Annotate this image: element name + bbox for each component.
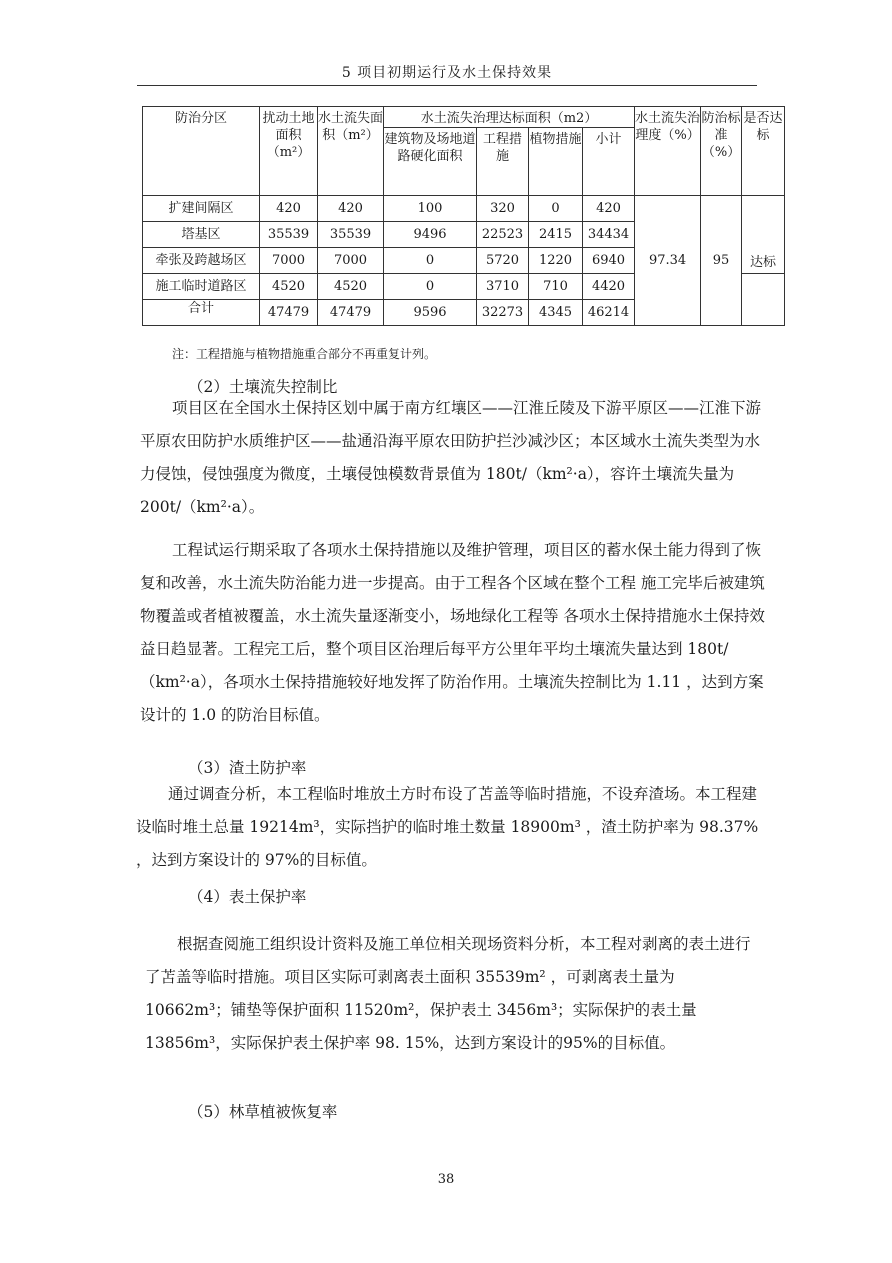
page-number: 38 (437, 1172, 455, 1187)
header-disturbed-area: 扰动土地面积（m²） (260, 107, 318, 196)
cell-subtotal: 46214 (583, 300, 635, 326)
cell-disturbed: 4520 (260, 274, 318, 300)
cell-hardened: 0 (384, 274, 477, 300)
cell-loss: 7000 (318, 248, 384, 274)
section-3-title: （3）渣土防护率 (188, 759, 307, 777)
section-2-paragraph-2: 工程试运行期采取了各项水土保持措施以及维护管理，项目区的蓄水保土能力得到了恢复和改善，水土流失防治能力进一步提高。由于工程各个区域在整个工程 施工完毕后被建筑物覆盖或者植被覆盖，水土流失量逐渐变小，场地绿化工程等 各项水土保持措施水土保持效益日趋显著。工程完工后，整个项目区治理后每平方公里年平均土壤流失量达到 180t/（km²·a），各项水土保持措施较好地发挥了防治作用。土壤流失控制比为 1.11 ，达到方案设计的 1.0 的防治目标值。 (140, 541, 765, 724)
cell-subtotal: 34434 (583, 222, 635, 248)
cell-disturbed: 7000 (260, 248, 318, 274)
cell-compliant: 达标 (742, 196, 785, 274)
cell-engineering: 3710 (477, 274, 529, 300)
cell-compliant-empty (742, 274, 785, 326)
header-compliant: 是否达标 (742, 107, 785, 196)
cell-loss: 47479 (318, 300, 384, 326)
cell-disturbed: 420 (260, 196, 318, 222)
cell-engineering: 5720 (477, 248, 529, 274)
section-3-paragraph: 通过调查分析，本工程临时堆放土方时布设了苫盖等临时措施，不设弃渣场。本工程建设临时堆土总量 19214m³，实际挡护的临时堆土数量 18900m³ ，渣土防护率为 98.37% ，达到方案设计的 97%的目标值。 (136, 785, 759, 869)
header-vegetation: 植物措施 (529, 128, 583, 196)
soil-loss-table (142, 106, 785, 326)
cell-zone: 塔基区 (143, 222, 260, 248)
cell-disturbed: 47479 (260, 300, 318, 326)
cell-engineering: 32273 (477, 300, 529, 326)
table-row (143, 196, 785, 222)
header-hardened-area: 建筑物及场地道路硬化面积 (384, 128, 477, 196)
cell-vegetation: 2415 (529, 222, 583, 248)
cell-hardened: 9596 (384, 300, 477, 326)
cell-zone: 施工临时道路区 (143, 274, 260, 300)
cell-engineering: 320 (477, 196, 529, 222)
section-4-paragraph: 根据查阅施工组织设计资料及施工单位相关现场资料分析，本工程对剥离的表土进行了苫盖等临时措施。项目区实际可剥离表土面积 35539m² ，可剥离表土量为 10662m³；铺垫等保护面积 11520m²，保护表土 3456m³；实际保护的表土量 13856m³，实际保护表土保护率 98. 15%，达到方案设计的95%的目标值。 (145, 935, 751, 1052)
cell-loss: 35539 (318, 222, 384, 248)
cell-subtotal: 4420 (583, 274, 635, 300)
cell-engineering: 22523 (477, 222, 529, 248)
header-subtotal: 小计 (583, 128, 635, 196)
cell-vegetation: 0 (529, 196, 583, 222)
cell-hardened: 9496 (384, 222, 477, 248)
cell-vegetation: 4345 (529, 300, 583, 326)
cell-zone: 扩建间隔区 (143, 196, 260, 222)
cell-loss: 420 (318, 196, 384, 222)
cell-treatment-degree: 97.34 (635, 196, 701, 326)
section-5-title: （5）林草植被恢复率 (188, 1103, 338, 1121)
section-4-title: （4）表土保护率 (188, 888, 307, 906)
cell-loss: 4520 (318, 274, 384, 300)
cell-hardened: 0 (384, 248, 477, 274)
header-zone: 防治分区 (143, 107, 260, 196)
cell-hardened: 100 (384, 196, 477, 222)
section-2-title: （2）土壤流失控制比 (188, 378, 338, 396)
cell-subtotal: 6940 (583, 248, 635, 274)
cell-vegetation: 710 (529, 274, 583, 300)
header-soil-loss-area: 水土流失面积（m²） (318, 107, 384, 196)
cell-disturbed: 35539 (260, 222, 318, 248)
section-2-paragraph-1: 项目区在全国水土保持区划中属于南方红壤区——江淮丘陵及下游平原区——江淮下游平原农田防护水质维护区——盐通沿海平原农田防护拦沙减沙区；本区域水土流失类型为水力侵蚀，侵蚀强度为微度，土壤侵蚀模数背景值为 180t/（km²·a），容许土壤流失量为 200t/（km²·a）。 (140, 399, 762, 516)
page-header: 5 项目初期运行及水土保持效果 (341, 65, 553, 81)
header-treatment-degree: 水土流失治理度（%） (635, 107, 701, 196)
cell-zone: 合计 (143, 300, 260, 326)
header-treated-area-group: 水土流失治理达标面积（m2） (384, 107, 635, 128)
header-rule (137, 85, 757, 86)
cell-subtotal: 420 (583, 196, 635, 222)
cell-vegetation: 1220 (529, 248, 583, 274)
cell-zone: 牵张及跨越场区 (143, 248, 260, 274)
table-note: 注：工程措施与植物措施重合部分不再重复计列。 (172, 347, 437, 361)
cell-standard: 95 (701, 196, 742, 326)
header-engineering: 工程措施 (477, 128, 529, 196)
header-standard: 防治标准（%） (701, 107, 742, 196)
